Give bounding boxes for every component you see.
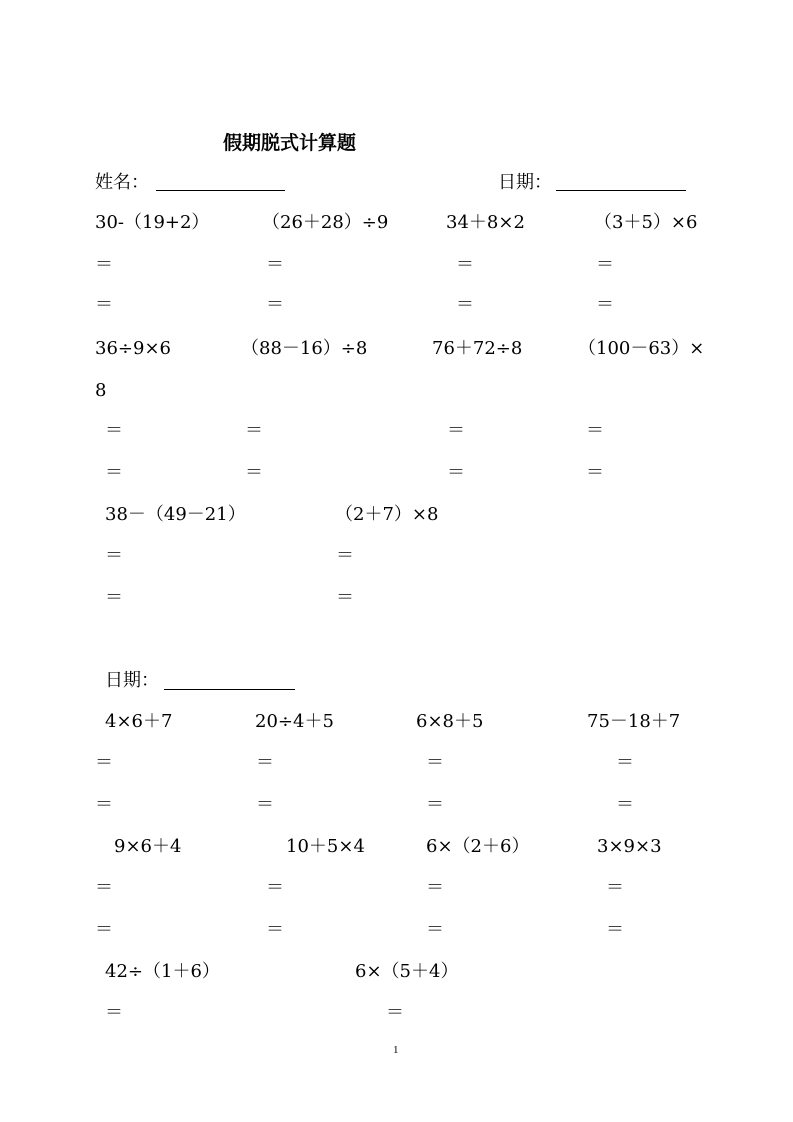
answer-line-eq[interactable]: ＝ bbox=[266, 919, 284, 940]
answer-line-eq[interactable]: ＝ bbox=[596, 254, 614, 275]
answer-line-eq[interactable]: ＝ bbox=[266, 294, 284, 315]
answer-line-eq[interactable]: ＝ bbox=[266, 877, 284, 898]
problem-14: 75－18＋7 bbox=[587, 711, 681, 732]
problem-10: （2＋7）×8 bbox=[335, 504, 439, 525]
answer-line-eq[interactable]: ＝ bbox=[606, 919, 624, 940]
problem-15: 9×6＋4 bbox=[114, 836, 182, 857]
answer-line-eq[interactable]: ＝ bbox=[105, 1002, 123, 1023]
problem-18: 3×9×3 bbox=[597, 836, 662, 857]
problem-20: 6×（5＋4） bbox=[355, 961, 459, 982]
problem-11: 4×6＋7 bbox=[105, 711, 173, 732]
problem-4: （3＋5）×6 bbox=[594, 212, 698, 233]
answer-line-eq[interactable]: ＝ bbox=[596, 294, 614, 315]
answer-line-eq[interactable]: ＝ bbox=[245, 420, 263, 441]
answer-line-eq[interactable]: ＝ bbox=[426, 919, 444, 940]
problem-5: 36÷9×6 bbox=[95, 338, 171, 359]
answer-line-eq[interactable]: ＝ bbox=[426, 794, 444, 815]
answer-line-eq[interactable]: ＝ bbox=[616, 752, 634, 773]
answer-line-eq[interactable]: ＝ bbox=[336, 587, 354, 608]
name-label: 姓名： bbox=[95, 172, 149, 193]
answer-line-eq[interactable]: ＝ bbox=[95, 294, 113, 315]
answer-line-eq[interactable]: ＝ bbox=[456, 254, 474, 275]
answer-line-eq[interactable]: ＝ bbox=[256, 794, 274, 815]
page-number: 1 bbox=[393, 1044, 399, 1056]
answer-line-eq[interactable]: ＝ bbox=[606, 877, 624, 898]
problem-6: （88－16）÷8 bbox=[241, 338, 368, 359]
answer-line-eq[interactable]: ＝ bbox=[616, 794, 634, 815]
answer-line-eq[interactable]: ＝ bbox=[105, 462, 123, 483]
answer-line-eq[interactable]: ＝ bbox=[586, 462, 604, 483]
answer-line-eq[interactable]: ＝ bbox=[105, 545, 123, 566]
date-label-2: 日期： bbox=[105, 670, 159, 691]
answer-line-eq[interactable]: ＝ bbox=[447, 462, 465, 483]
problem-8: （100－63）× bbox=[578, 338, 705, 359]
answer-line-eq[interactable]: ＝ bbox=[447, 420, 465, 441]
answer-line-eq[interactable]: ＝ bbox=[95, 794, 113, 815]
answer-line-eq[interactable]: ＝ bbox=[386, 1002, 404, 1023]
date-blank-line-2[interactable] bbox=[164, 689, 295, 690]
answer-line-eq[interactable]: ＝ bbox=[266, 254, 284, 275]
problem-7: 76＋72÷8 bbox=[432, 338, 523, 359]
problem-13: 6×8＋5 bbox=[416, 711, 484, 732]
answer-line-eq[interactable]: ＝ bbox=[456, 294, 474, 315]
problem-12: 20÷4＋5 bbox=[255, 711, 334, 732]
answer-line-eq[interactable]: ＝ bbox=[105, 420, 123, 441]
problem-16: 10＋5×4 bbox=[286, 836, 365, 857]
problem-8-wrap: 8 bbox=[95, 380, 107, 401]
worksheet-title: 假期脱式计算题 bbox=[223, 132, 357, 154]
problem-19: 42÷（1＋6） bbox=[105, 961, 220, 982]
answer-line-eq[interactable]: ＝ bbox=[256, 752, 274, 773]
answer-line-eq[interactable]: ＝ bbox=[336, 545, 354, 566]
answer-line-eq[interactable]: ＝ bbox=[95, 752, 113, 773]
problem-2: （26＋28）÷9 bbox=[262, 212, 389, 233]
answer-line-eq[interactable]: ＝ bbox=[105, 587, 123, 608]
name-blank-line[interactable] bbox=[156, 190, 285, 191]
answer-line-eq[interactable]: ＝ bbox=[95, 254, 113, 275]
answer-line-eq[interactable]: ＝ bbox=[426, 752, 444, 773]
problem-3: 34＋8×2 bbox=[446, 212, 525, 233]
answer-line-eq[interactable]: ＝ bbox=[245, 462, 263, 483]
date-label: 日期： bbox=[498, 172, 552, 193]
answer-line-eq[interactable]: ＝ bbox=[95, 877, 113, 898]
answer-line-eq[interactable]: ＝ bbox=[426, 877, 444, 898]
answer-line-eq[interactable]: ＝ bbox=[95, 919, 113, 940]
date-blank-line[interactable] bbox=[556, 190, 686, 191]
answer-line-eq[interactable]: ＝ bbox=[586, 420, 604, 441]
problem-1: 30-（19+2） bbox=[95, 212, 210, 233]
problem-17: 6×（2＋6） bbox=[426, 836, 530, 857]
problem-9: 38－（49－21） bbox=[105, 504, 246, 525]
